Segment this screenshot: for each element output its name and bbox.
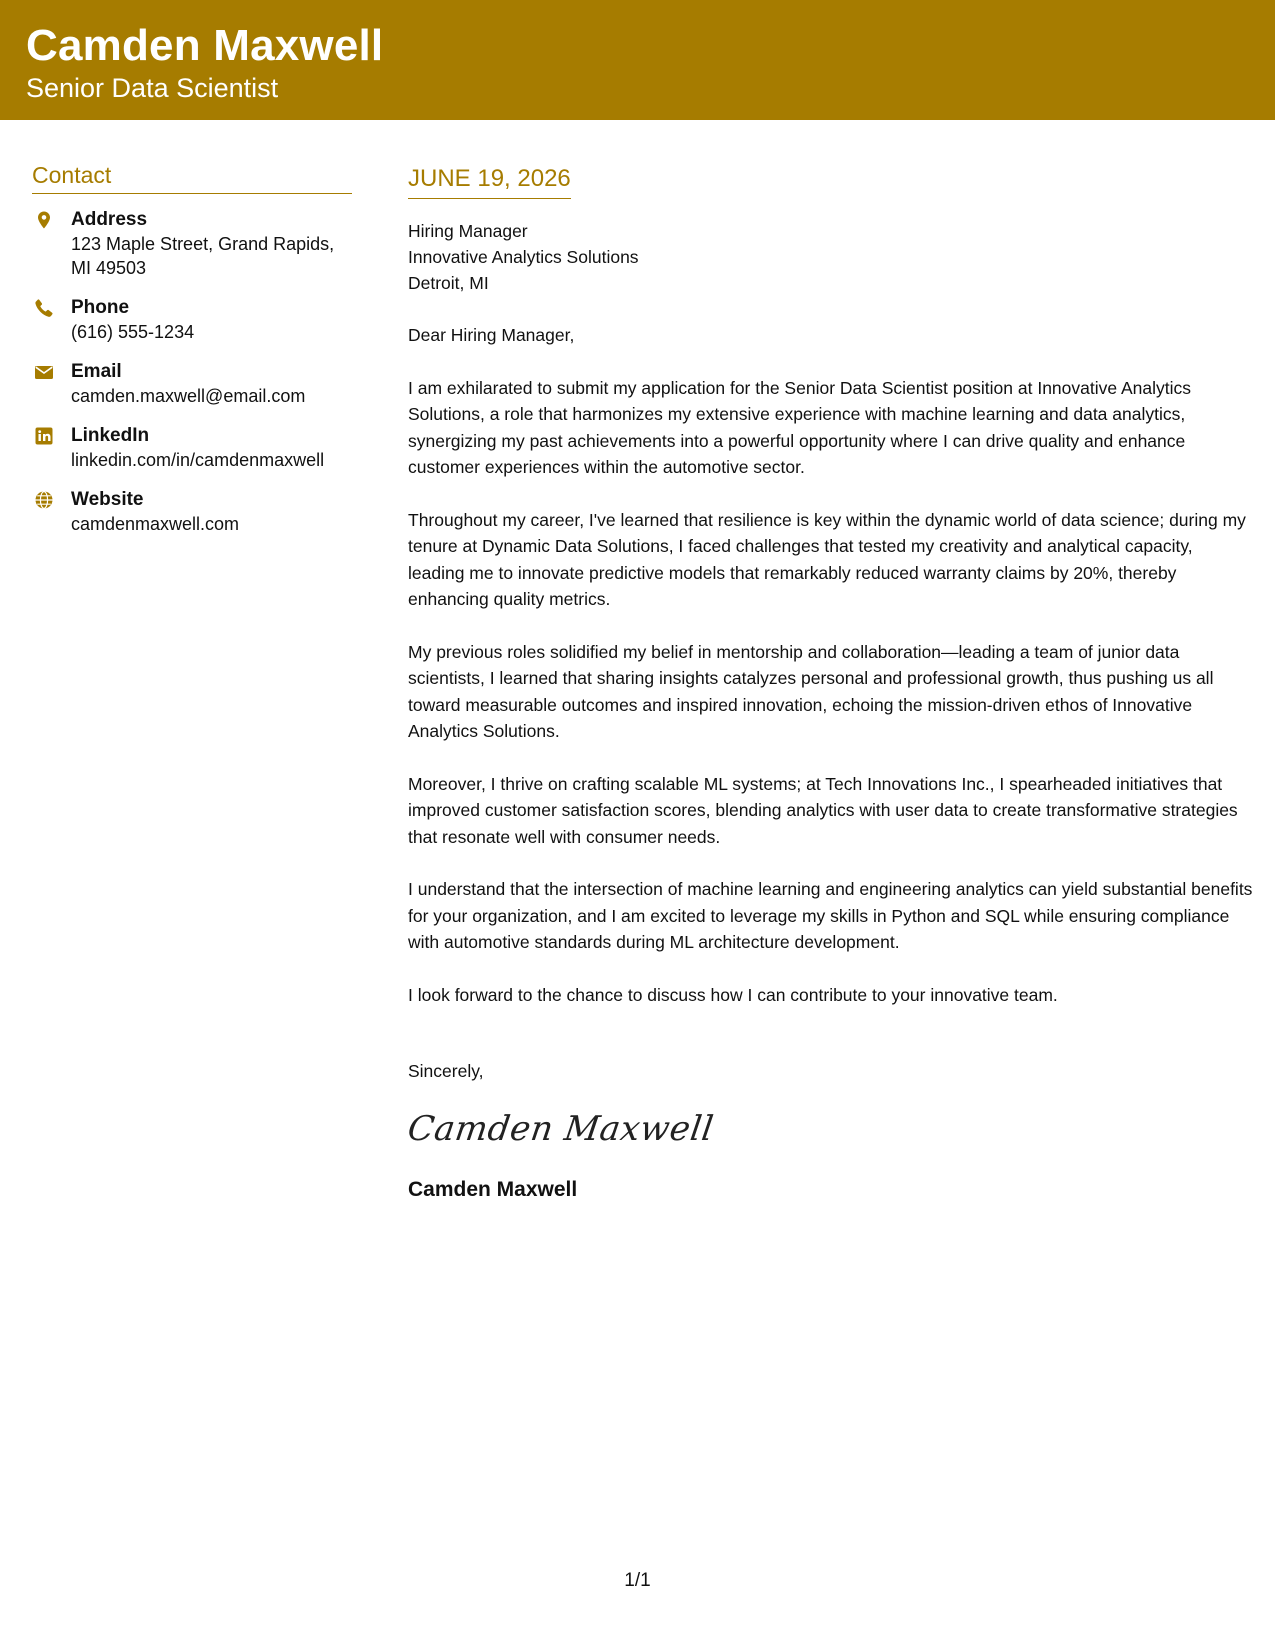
envelope-icon [34,362,54,382]
contact-value: (616) 555-1234 [71,322,195,342]
signer-name: Camden Maxwell [408,1177,578,1201]
contact-label: Email [71,361,122,382]
contact-value: MI 49503 [71,258,147,278]
globe-icon [34,490,54,510]
handwritten-signature: Camden Maxwell [405,1108,717,1149]
recipient-block [408,218,1253,296]
contact-value: camdenmaxwell.com [71,514,240,534]
contact-label: Phone [71,297,130,318]
letter-body [405,164,1253,1203]
contact-phone [32,296,352,344]
letter-paragraph: I understand that the intersection of machine learning and engineering analytics can yield substantial benefits for your organization, and I am excited to leverage my skills in Python and SQL while ensuring compliance with automotive standards during ML architecture development. [408,879,1253,952]
recipient-line: Hiring Manager [408,221,528,241]
salutation: Dear Hiring Manager, [408,325,575,345]
contact-website [32,488,352,536]
contact-value: 123 Maple Street, Grand Rapids, [71,234,335,254]
contact-label: Website [71,489,144,510]
letter-paragraph: I look forward to the chance to discuss how I can contribute to your innovative team. [408,984,1058,1005]
closing: Sincerely, [408,1061,484,1081]
contact-heading: Contact [32,162,352,194]
linkedin-icon [34,426,54,446]
contact-label: LinkedIn [71,425,150,446]
letter-date: JUNE 19, 2026 [408,164,571,199]
contact-email [32,360,352,408]
letter-paragraph: Moreover, I thrive on crafting scalable ML systems; at Tech Innovations Inc., I spearheaded initiatives that improved customer satisfaction scores, blending analytics with user data to create transformative strategies that resonate well with consumer needs. [408,773,1238,847]
page-number: 1/1 [624,1570,651,1591]
contact-linkedin [32,424,352,472]
applicant-name: Camden Maxwell [26,21,384,70]
contact-value: camden.maxwell@email.com [71,386,306,406]
applicant-role: Senior Data Scientist [26,73,279,103]
contact-address [32,208,352,280]
letter-paragraph: My previous roles solidified my belief in mentorship and collaboration—leading a team of junior data scientists, I learned that sharing insights catalyzes personal and professional growth, thus pushing us all toward measurable outcomes and inspired innovation, echoing the mission-driven ethos of Innovative Analytics Solutions. [408,641,1214,741]
contact-sidebar [32,162,352,552]
recipient-line: Innovative Analytics Solutions [408,247,639,267]
recipient-line: Detroit, MI [408,273,489,293]
phone-icon [34,298,54,318]
letter-paragraph: Throughout my career, I've learned that resilience is key within the dynamic world of data science; during my tenure at Dynamic Data Solutions, I faced challenges that tested my creativity and analytical capacity, leading me to innovate predictive models that remarkably reduced warranty claims by 20%, thereby enhancing quality metrics. [408,509,1246,609]
contact-label: Address [71,209,148,230]
contact-value: linkedin.com/in/camdenmaxwell [71,450,325,470]
map-pin-icon [34,210,54,230]
header-banner [0,0,1275,120]
letter-paragraph: I am exhilarated to submit my application for the Senior Data Scientist position at Innovative Analytics Solutions, a role that harmonizes my extensive experience with machine learning and data analytics, synergizing my past achievements into a powerful opportunity where I can drive quality and enhance customer experiences within the automotive sector. [408,377,1192,477]
